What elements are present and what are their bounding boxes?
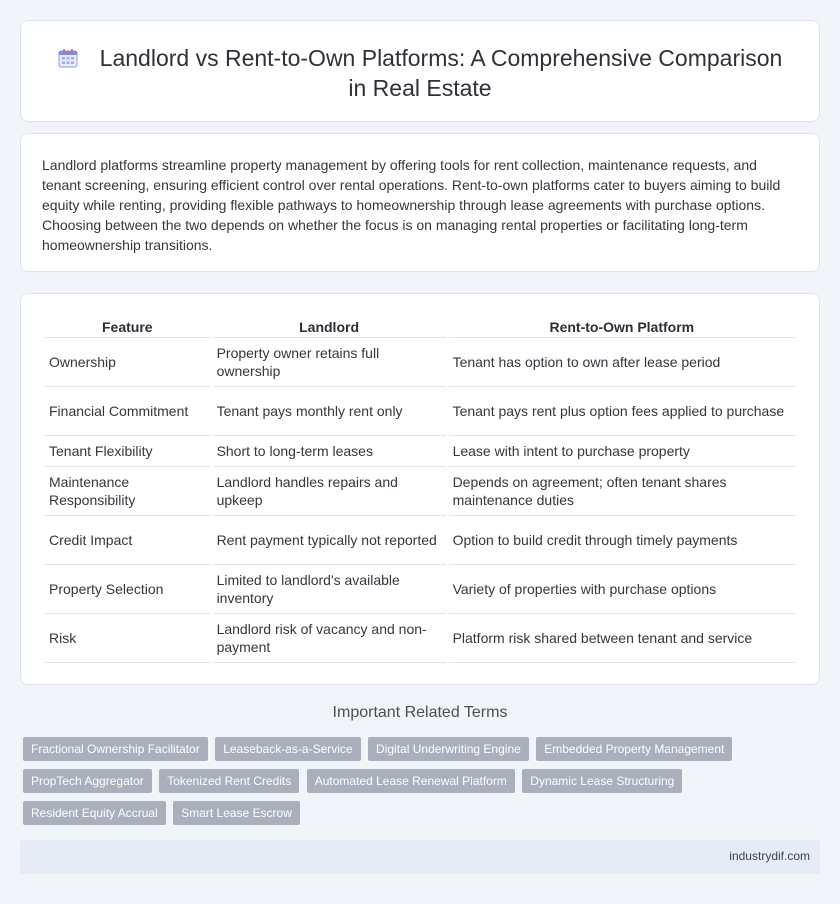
row-rent-to-own: Tenant has option to own after lease period bbox=[449, 338, 795, 387]
row-rent-to-own: Lease with intent to purchase property bbox=[449, 436, 795, 467]
table-row bbox=[45, 338, 795, 387]
row-rent-to-own: Option to build credit through timely payments bbox=[449, 516, 795, 565]
comparison-table bbox=[42, 316, 798, 663]
page-title bbox=[41, 43, 799, 103]
related-term-tag[interactable]: Embedded Property Management bbox=[536, 737, 732, 761]
row-landlord: Limited to landlord's available inventory bbox=[213, 565, 446, 614]
related-term-tag[interactable]: Resident Equity Accrual bbox=[23, 801, 166, 825]
row-rent-to-own: Variety of properties with purchase options bbox=[449, 565, 795, 614]
title-line-2: in Real Estate bbox=[348, 75, 492, 101]
row-landlord: Rent payment typically not reported bbox=[213, 516, 446, 565]
related-term-tag[interactable]: Leaseback-as-a-Service bbox=[215, 737, 360, 761]
row-landlord: Tenant pays monthly rent only bbox=[213, 387, 446, 436]
row-feature: Credit Impact bbox=[45, 516, 210, 565]
related-term-tag[interactable]: Digital Underwriting Engine bbox=[368, 737, 529, 761]
header-landlord: Landlord bbox=[213, 316, 446, 338]
row-feature: Financial Commitment bbox=[45, 387, 210, 436]
row-rent-to-own: Platform risk shared between tenant and service bbox=[449, 614, 795, 663]
table-header-row bbox=[45, 316, 795, 338]
title-wrap bbox=[41, 43, 799, 103]
row-landlord: Landlord handles repairs and upkeep bbox=[213, 467, 446, 516]
row-feature: Property Selection bbox=[45, 565, 210, 614]
related-term-tag[interactable]: Smart Lease Escrow bbox=[173, 801, 300, 825]
row-rent-to-own: Tenant pays rent plus option fees applied to purchase bbox=[449, 387, 795, 436]
related-term-tag[interactable]: PropTech Aggregator bbox=[23, 769, 152, 793]
table-row bbox=[45, 467, 795, 516]
intro-paragraph: Landlord platforms streamline property management by offering tools for rent collection, maintenance requests, and tenant screening, ensuring efficient control over rental operations. Rent-to-own platforms cater to buyers aiming to build equity while renting, providing flexible pathways to homeownership through lease agreements with purchase options. Choosing between the two depends on whether the focus is on managing rental properties or facilitating long-term homeownership transitions. bbox=[42, 157, 781, 253]
related-term-tag[interactable]: Tokenized Rent Credits bbox=[159, 769, 299, 793]
row-rent-to-own: Depends on agreement; often tenant shares maintenance duties bbox=[449, 467, 795, 516]
related-term-tag[interactable]: Dynamic Lease Structuring bbox=[522, 769, 682, 793]
related-terms-heading: Important Related Terms bbox=[332, 704, 508, 721]
table-row bbox=[45, 387, 795, 436]
related-term-tag[interactable]: Automated Lease Renewal Platform bbox=[307, 769, 515, 793]
row-feature: Tenant Flexibility bbox=[45, 436, 210, 467]
intro-card bbox=[20, 133, 820, 272]
title-line-1: Landlord vs Rent-to-Own Platforms: A Comprehensive Comparison bbox=[99, 45, 783, 71]
table-row bbox=[45, 614, 795, 663]
row-landlord: Short to long-term leases bbox=[213, 436, 446, 467]
comparison-card bbox=[20, 293, 820, 685]
row-landlord: Property owner retains full ownership bbox=[213, 338, 446, 387]
row-landlord: Landlord risk of vacancy and non-payment bbox=[213, 614, 446, 663]
table-row bbox=[45, 436, 795, 467]
row-feature: Risk bbox=[45, 614, 210, 663]
footer-bar bbox=[20, 840, 820, 874]
row-feature: Maintenance Responsibility bbox=[45, 467, 210, 516]
row-feature: Ownership bbox=[45, 338, 210, 387]
footer-site-link[interactable]: industrydif.com bbox=[729, 849, 810, 863]
related-term-tag[interactable]: Fractional Ownership Facilitator bbox=[23, 737, 208, 761]
header-feature: Feature bbox=[45, 316, 210, 338]
calendar-icon bbox=[58, 48, 78, 68]
table-row bbox=[45, 516, 795, 565]
title-card bbox=[20, 20, 820, 122]
table-row bbox=[45, 565, 795, 614]
related-terms-tags bbox=[23, 737, 783, 833]
header-rent-to-own: Rent-to-Own Platform bbox=[449, 316, 795, 338]
related-terms-section bbox=[20, 704, 820, 820]
